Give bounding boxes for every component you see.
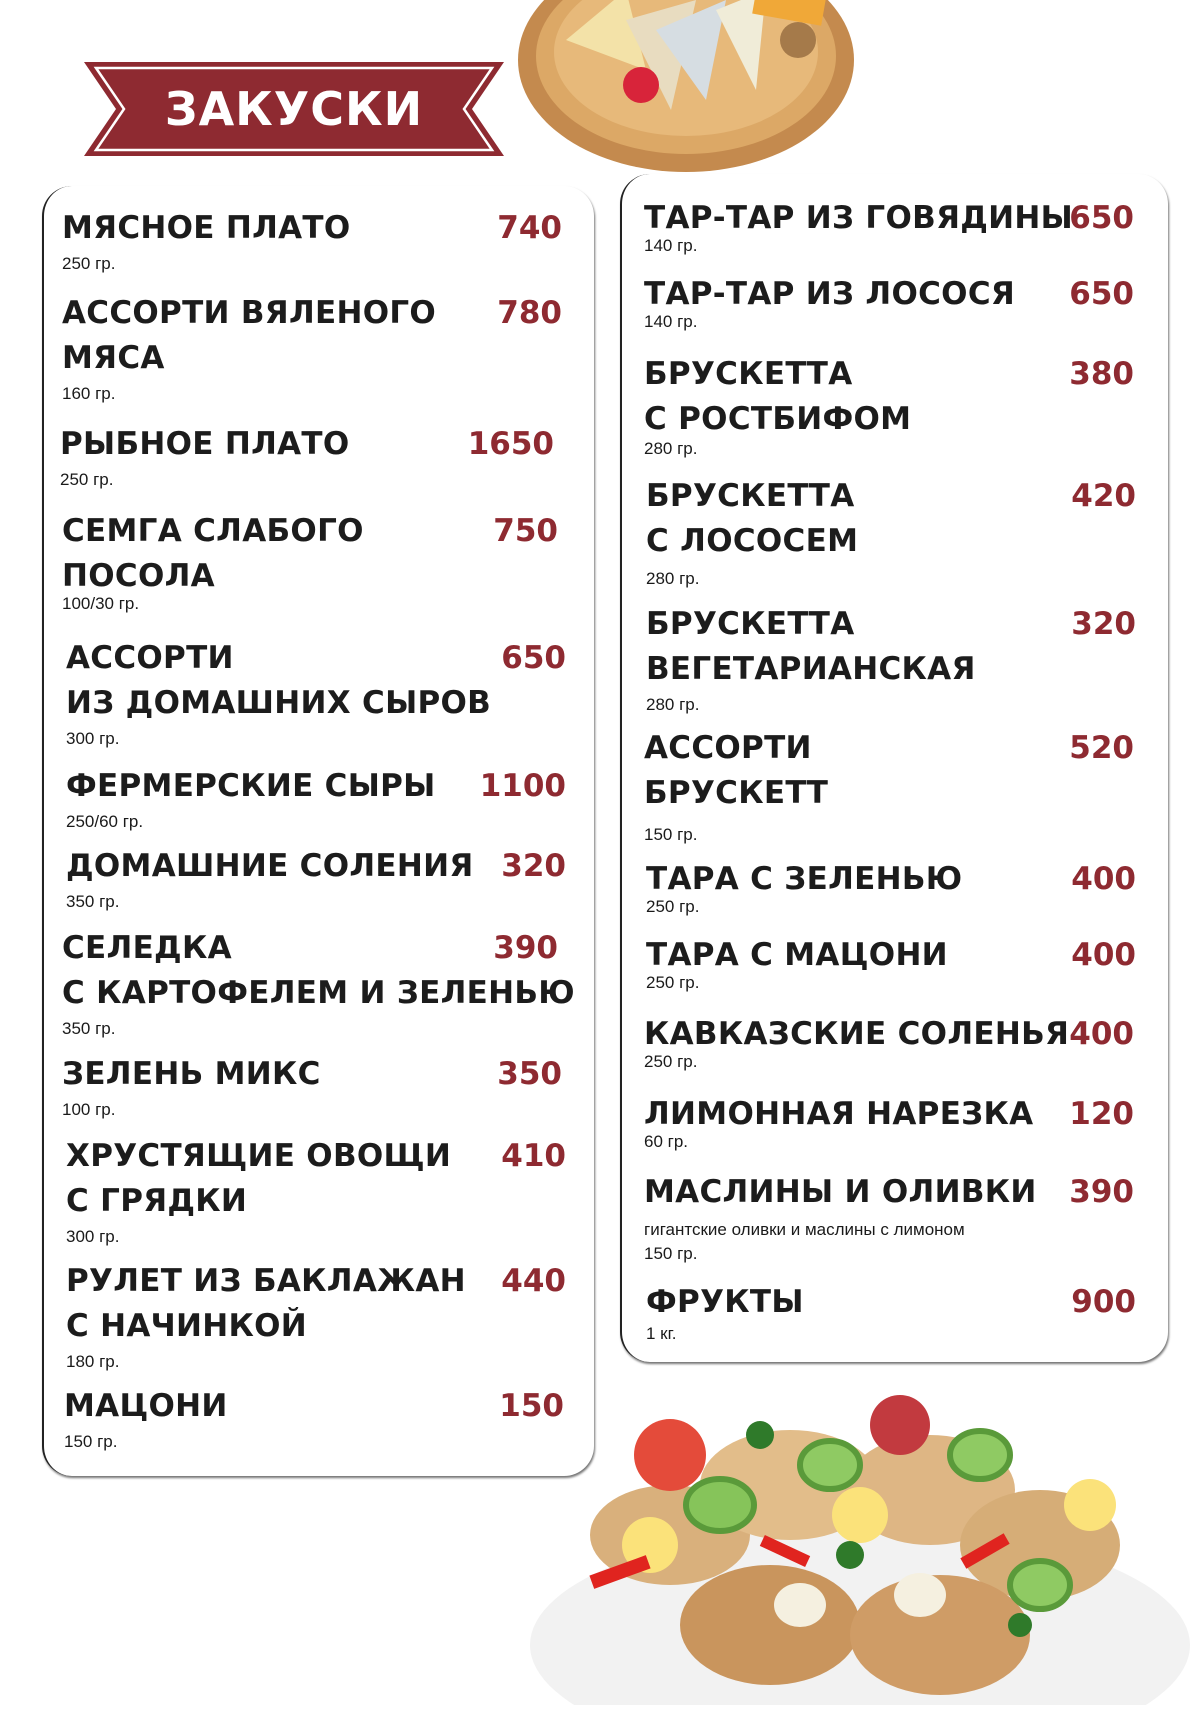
menu-item bbox=[646, 474, 1136, 590]
item-weight: 350 гр. bbox=[62, 1019, 116, 1038]
item-name-line2: С ЛОСОСЕМ bbox=[646, 523, 859, 559]
item-price: 750 bbox=[493, 513, 558, 549]
item-name: ЗЕЛЕНЬ МИКС bbox=[62, 1056, 321, 1092]
item-price: 380 bbox=[1069, 356, 1134, 392]
item-price: 740 bbox=[497, 210, 562, 246]
item-weight: 150 гр. bbox=[644, 1244, 698, 1263]
item-weight: 280 гр. bbox=[644, 439, 698, 458]
item-name: ХРУСТЯЩИЕ ОВОЩИ bbox=[66, 1138, 452, 1174]
menu-item bbox=[62, 291, 562, 405]
canape-plate-image bbox=[520, 1395, 1200, 1705]
menu-item bbox=[644, 726, 1134, 846]
item-price: 320 bbox=[1071, 606, 1136, 642]
menu-item bbox=[62, 926, 575, 1040]
menu-item bbox=[644, 1012, 1134, 1073]
item-name-line2: МЯСА bbox=[62, 340, 165, 376]
item-weight: 180 гр. bbox=[66, 1352, 120, 1371]
menu-item bbox=[646, 602, 1136, 716]
item-price: 440 bbox=[501, 1263, 566, 1299]
item-weight: 280 гр. bbox=[646, 695, 700, 714]
item-name: ТАР-ТАР ИЗ ГОВЯДИНЫ bbox=[644, 200, 1074, 236]
item-price: 150 bbox=[499, 1388, 564, 1424]
menu-panel-right bbox=[620, 174, 1168, 1362]
item-weight: 350 гр. bbox=[66, 892, 120, 911]
item-weight: 250 гр. bbox=[646, 973, 700, 992]
menu-item bbox=[66, 844, 566, 913]
menu-item bbox=[644, 196, 1134, 257]
item-name-line2: БРУСКЕТТ bbox=[644, 775, 829, 811]
menu-item bbox=[66, 1134, 566, 1248]
item-price: 400 bbox=[1071, 861, 1136, 897]
item-name: РЫБНОЕ ПЛАТО bbox=[60, 426, 350, 462]
menu-item bbox=[66, 636, 566, 750]
item-price: 780 bbox=[497, 295, 562, 331]
item-weight: 140 гр. bbox=[644, 236, 698, 255]
item-weight: 160 гр. bbox=[62, 384, 116, 403]
menu-item bbox=[644, 1170, 1134, 1265]
cheese-board-image bbox=[506, 0, 926, 190]
item-weight: 300 гр. bbox=[66, 1227, 120, 1246]
menu-item bbox=[66, 764, 566, 833]
menu-item bbox=[62, 206, 562, 275]
item-name: ТАРА С МАЦОНИ bbox=[646, 937, 948, 973]
item-name-line2: С КАРТОФЕЛЕМ И ЗЕЛЕНЬЮ bbox=[62, 975, 575, 1011]
menu-item bbox=[62, 509, 562, 615]
item-name: БРУСКЕТТА bbox=[646, 606, 855, 642]
item-price: 390 bbox=[1069, 1174, 1134, 1210]
item-price: 400 bbox=[1069, 1016, 1134, 1052]
item-weight: 100/30 гр. bbox=[62, 594, 140, 613]
menu-item bbox=[646, 933, 1136, 994]
item-weight: 100 гр. bbox=[62, 1100, 116, 1119]
menu-item bbox=[66, 1259, 566, 1373]
item-name: МЯСНОЕ ПЛАТО bbox=[62, 210, 351, 246]
item-name: СЕЛЕДКА bbox=[62, 930, 232, 966]
item-name-line2: С РОСТБИФОМ bbox=[644, 401, 912, 437]
menu-item bbox=[64, 1384, 564, 1453]
item-price: 650 bbox=[501, 640, 566, 676]
item-name-line2: ПОСОЛА bbox=[62, 558, 215, 594]
item-price: 900 bbox=[1071, 1284, 1136, 1320]
item-weight: 280 гр. bbox=[646, 569, 700, 588]
item-name: АССОРТИ ВЯЛЕНОГО bbox=[62, 295, 437, 331]
item-weight: 140 гр. bbox=[644, 312, 698, 331]
item-weight: 250 гр. bbox=[646, 897, 700, 916]
item-name: ФЕРМЕРСКИЕ СЫРЫ bbox=[66, 768, 436, 804]
item-name: СЕМГА СЛАБОГО bbox=[62, 513, 364, 549]
item-price: 400 bbox=[1071, 937, 1136, 973]
item-name: ЛИМОННАЯ НАРЕЗКА bbox=[644, 1096, 1034, 1132]
item-price: 420 bbox=[1071, 478, 1136, 514]
item-name: МАСЛИНЫ И ОЛИВКИ bbox=[644, 1174, 1037, 1210]
item-weight: 300 гр. bbox=[66, 729, 120, 748]
item-name: ДОМАШНИЕ СОЛЕНИЯ bbox=[66, 848, 474, 884]
item-name: ТАРА С ЗЕЛЕНЬЮ bbox=[646, 861, 963, 897]
item-price: 650 bbox=[1069, 200, 1134, 236]
item-name: ТАР-ТАР ИЗ ЛОСОСЯ bbox=[644, 276, 1016, 312]
item-weight: 150 гр. bbox=[64, 1432, 118, 1451]
item-price: 650 bbox=[1069, 276, 1134, 312]
item-name: РУЛЕТ ИЗ БАКЛАЖАН bbox=[66, 1263, 466, 1299]
item-weight: 150 гр. bbox=[644, 825, 698, 844]
menu-item bbox=[644, 272, 1134, 333]
menu-item bbox=[644, 1092, 1134, 1153]
item-name: МАЦОНИ bbox=[64, 1388, 228, 1424]
item-name-line2: С ГРЯДКИ bbox=[66, 1183, 248, 1219]
menu-item bbox=[60, 422, 560, 491]
item-price: 120 bbox=[1069, 1096, 1134, 1132]
item-price: 350 bbox=[497, 1056, 562, 1092]
item-price: 320 bbox=[501, 848, 566, 884]
item-weight: 250 гр. bbox=[62, 254, 116, 273]
item-price: 390 bbox=[493, 930, 558, 966]
item-weight: 250/60 гр. bbox=[66, 812, 144, 831]
item-name-line2: С НАЧИНКОЙ bbox=[66, 1308, 308, 1344]
item-weight: 250 гр. bbox=[60, 470, 114, 489]
item-name: АССОРТИ bbox=[66, 640, 234, 676]
item-name: БРУСКЕТТА bbox=[646, 478, 855, 514]
item-name: КАВКАЗСКИЕ СОЛЕНЬЯ bbox=[644, 1016, 1070, 1052]
item-price: 520 bbox=[1069, 730, 1134, 766]
page-title: ЗАКУСКИ bbox=[164, 82, 424, 136]
menu-item bbox=[646, 857, 1136, 918]
menu-panel-left bbox=[42, 186, 594, 1476]
item-description: гигантские оливки и маслины с лимоном bbox=[644, 1220, 965, 1239]
menu-item bbox=[62, 1052, 562, 1121]
menu-item bbox=[644, 352, 1134, 460]
item-name: ФРУКТЫ bbox=[646, 1284, 804, 1320]
item-name-line2: ИЗ ДОМАШНИХ СЫРОВ bbox=[66, 685, 492, 721]
item-name: БРУСКЕТТА bbox=[644, 356, 853, 392]
item-weight: 60 гр. bbox=[644, 1132, 689, 1151]
item-price: 1650 bbox=[467, 426, 554, 462]
item-weight: 1 кг. bbox=[646, 1324, 677, 1343]
item-name-line2: ВЕГЕТАРИАНСКАЯ bbox=[646, 651, 976, 687]
item-name: АССОРТИ bbox=[644, 730, 812, 766]
section-banner bbox=[84, 62, 504, 156]
menu-item bbox=[646, 1280, 1136, 1345]
item-price: 1100 bbox=[479, 768, 566, 804]
item-price: 410 bbox=[501, 1138, 566, 1174]
item-weight: 250 гр. bbox=[644, 1052, 698, 1071]
